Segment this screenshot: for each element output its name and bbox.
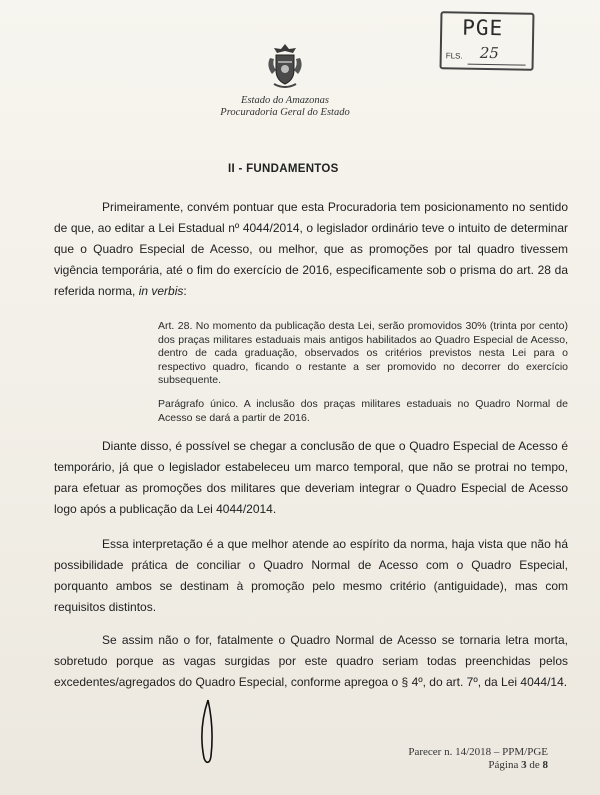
office-name: Procuradoria Geral do Estado — [220, 107, 350, 118]
paragraph-1-italic: in verbis — [138, 284, 184, 298]
page-total: 8 — [542, 759, 548, 771]
quote-article-28: Art. 28. No momento da publicação desta Lei, serão promovidos 30% (trinta por cento) dos praças militares estaduais mais antigos habilitados ao Quadro Especial de Acesso, dentro de cada graduação, observados os critérios previstos nesta Lei para o respectivo quadro, ficando o restante a ser promovido no decorrer do exercício subsequente. — [158, 320, 568, 386]
stamp-underline — [468, 64, 526, 66]
paragraph-1-end: : — [183, 284, 187, 298]
signature-mark — [198, 698, 218, 768]
stamp-fls-label: FLS. — [445, 51, 463, 61]
quote-paragrafo-unico: Parágrafo único. A inclusão dos praças militares estaduais no Quadro Normal de Acesso se dará a partir de 2016. — [158, 398, 568, 424]
stamp-fls-number: 25 — [479, 43, 500, 63]
section-title: II - FUNDAMENTOS — [228, 163, 339, 175]
paragraph-1 — [54, 197, 568, 302]
paragraph-4: Se assim não o for, fatalmente o Quadro Normal de Acesso se tornaria letra morta, sobretudo porque as vagas surgidas por este quadro seriam todas preenchidas pelos excedentes/agregados do Quadro Especial, conforme apregoa o § 4º, do art. 7º, da Lei 4044/14. — [54, 633, 568, 689]
pge-stamp — [440, 11, 535, 71]
page-footer — [408, 746, 548, 772]
letterhead — [200, 40, 370, 119]
coat-of-arms-icon — [262, 40, 308, 90]
stamp-label: PGE — [462, 15, 504, 41]
paragraph-2: Diante disso, é possível se chegar a conclusão de que o Quadro Especial de Acesso é temporário, já que o legislador estabeleceu um marco temporal, que não se protrai no tempo, para efetuar as promoções dos militares que deveriam integrar o Quadro Especial de Acesso logo após a publicação da Lei 4044/2014. — [54, 439, 568, 516]
page-current: 3 — [521, 759, 527, 771]
parecer-number: Parecer n. 14/2018 – PPM/PGE — [408, 746, 548, 758]
paragraph-1-text: Primeiramente, convém pontuar que esta Procuradoria tem posicionamento no sentido de que, ao editar a Lei Estadual nº 4044/2014, o legislador ordinário teve o intuito de determinar que o Quadro Especial de Acesso, ou melhor, que as promoções por tal quadro tivessem vigência temporária, até o fim do exercício de 2016, especificamente sob o prisma do art. 28 da referida norma, — [54, 200, 568, 298]
page-prefix: Página — [488, 759, 522, 771]
page-mid: de — [526, 759, 543, 771]
page-indicator — [408, 759, 548, 772]
paragraph-3: Essa interpretação é a que melhor atende ao espírito da norma, haja vista que não há possibilidade prática de conciliar o Quadro Normal de Acesso com o Quadro Especial, porquanto ambos se destinam à promoção pelo mesmo critério (antiguidade), mas com requisitos distintos. — [54, 537, 568, 614]
state-name: Estado do Amazonas — [241, 95, 329, 106]
